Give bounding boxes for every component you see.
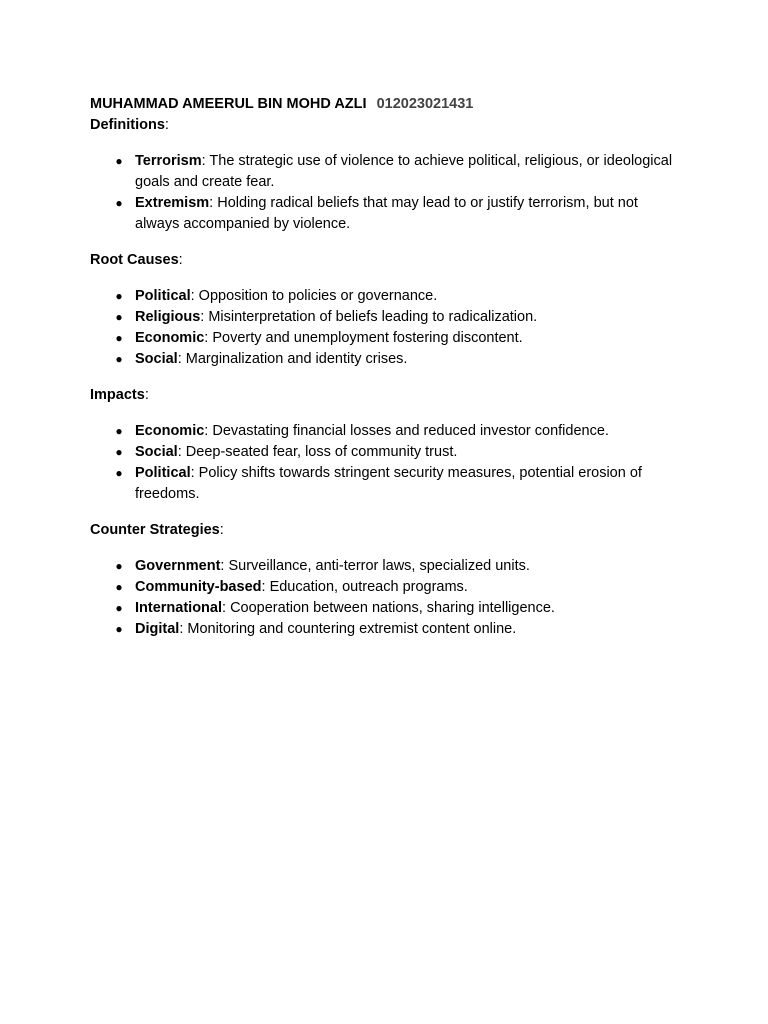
item-term: Digital bbox=[135, 621, 180, 637]
item-description: Deep-seated fear, loss of community trust. bbox=[185, 444, 458, 460]
bullet-list bbox=[90, 421, 680, 505]
document-body bbox=[90, 115, 680, 640]
list-item: ● Community-based: Education, outreach programs. bbox=[90, 577, 680, 598]
item-term: Political bbox=[135, 465, 191, 481]
item-description: Poverty and unemployment fostering discontent. bbox=[212, 330, 523, 346]
item-description: Devastating financial losses and reduced investor confidence. bbox=[212, 423, 609, 439]
list-item: ● Economic: Poverty and unemployment fostering discontent. bbox=[90, 328, 680, 349]
item-description: Surveillance, anti-terror laws, specialized units. bbox=[228, 558, 530, 574]
item-description: Cooperation between nations, sharing intelligence. bbox=[230, 600, 555, 616]
item-description: Misinterpretation of beliefs leading to radicalization. bbox=[208, 309, 538, 325]
item-description: Opposition to policies or governance. bbox=[198, 288, 438, 304]
section-counter-strategies bbox=[90, 520, 680, 640]
bullet-icon: ● bbox=[115, 580, 123, 594]
item-description: Education, outreach programs. bbox=[269, 579, 468, 595]
item-term: Economic bbox=[135, 330, 205, 346]
list-item: ● Digital: Monitoring and countering extremist content online. bbox=[90, 619, 680, 640]
bullet-icon: ● bbox=[115, 445, 123, 459]
section-heading-label: Counter Strategies bbox=[90, 522, 220, 538]
section-heading: Root Causes: bbox=[90, 252, 183, 268]
bullet-icon: ● bbox=[115, 466, 123, 480]
item-description: Monitoring and countering extremist content online. bbox=[187, 621, 517, 637]
item-term: Extremism bbox=[135, 195, 210, 211]
bullet-icon: ● bbox=[115, 154, 123, 168]
item-term: Religious bbox=[135, 309, 201, 325]
bullet-icon: ● bbox=[115, 424, 123, 438]
bullet-icon: ● bbox=[115, 622, 123, 636]
item-term: Social bbox=[135, 444, 178, 460]
list-item: ● Economic: Devastating financial losses and reduced investor confidence. bbox=[90, 421, 680, 442]
list-item: ● International: Cooperation between nations, sharing intelligence. bbox=[90, 598, 680, 619]
section-root-causes bbox=[90, 250, 680, 370]
bullet-icon: ● bbox=[115, 559, 123, 573]
section-definitions bbox=[90, 115, 680, 235]
section-heading-label: Definitions bbox=[90, 117, 165, 133]
item-term: Economic bbox=[135, 423, 205, 439]
bullet-icon: ● bbox=[115, 352, 123, 366]
list-item: ● Political: Policy shifts towards stringent security measures, potential erosion of freedoms. bbox=[115, 465, 642, 502]
bullet-list bbox=[90, 151, 680, 235]
author-name: MUHAMMAD AMEERUL BIN MOHD AZLI bbox=[90, 96, 367, 112]
item-description: The strategic use of violence to achieve political, religious, or ideological goals and create fear. bbox=[135, 153, 673, 190]
student-id: 012023021431 bbox=[376, 96, 474, 112]
list-item: ● Religious: Misinterpretation of beliefs leading to radicalization. bbox=[90, 307, 680, 328]
item-description: Policy shifts towards stringent security measures, potential erosion of freedoms. bbox=[135, 465, 642, 502]
bullet-icon: ● bbox=[115, 196, 123, 210]
document-page bbox=[90, 94, 680, 640]
item-description: Marginalization and identity crises. bbox=[185, 351, 408, 367]
bullet-list bbox=[90, 286, 680, 370]
bullet-icon: ● bbox=[115, 601, 123, 615]
list-item: ● Social: Deep-seated fear, loss of community trust. bbox=[90, 442, 680, 463]
section-heading: Counter Strategies: bbox=[90, 522, 224, 538]
section-heading: Definitions: bbox=[90, 117, 169, 133]
bullet-icon: ● bbox=[115, 310, 123, 324]
list-item: ● Political: Opposition to policies or governance. bbox=[90, 286, 680, 307]
list-item: ● Terrorism: The strategic use of violence to achieve political, religious, or ideological goals and create fear. bbox=[115, 153, 673, 190]
item-term: Government bbox=[135, 558, 221, 574]
list-item: ● Extremism: Holding radical beliefs that may lead to or justify terrorism, but not always accompanied by violence. bbox=[115, 195, 638, 232]
section-impacts bbox=[90, 385, 680, 505]
section-heading-label: Impacts bbox=[90, 387, 145, 403]
document-header bbox=[90, 94, 680, 115]
item-term: International bbox=[135, 600, 223, 616]
list-item: ● Government: Surveillance, anti-terror laws, specialized units. bbox=[90, 556, 680, 577]
list-item: ● Social: Marginalization and identity crises. bbox=[90, 349, 680, 370]
bullet-list bbox=[90, 556, 680, 640]
bullet-icon: ● bbox=[115, 331, 123, 345]
item-term: Terrorism bbox=[135, 153, 202, 169]
bullet-icon: ● bbox=[115, 289, 123, 303]
section-heading: Impacts: bbox=[90, 387, 149, 403]
section-heading-label: Root Causes bbox=[90, 252, 179, 268]
item-term: Political bbox=[135, 288, 191, 304]
item-term: Community-based bbox=[135, 579, 262, 595]
item-term: Social bbox=[135, 351, 178, 367]
item-description: Holding radical beliefs that may lead to or justify terrorism, but not always accompanied by violence. bbox=[135, 195, 638, 232]
